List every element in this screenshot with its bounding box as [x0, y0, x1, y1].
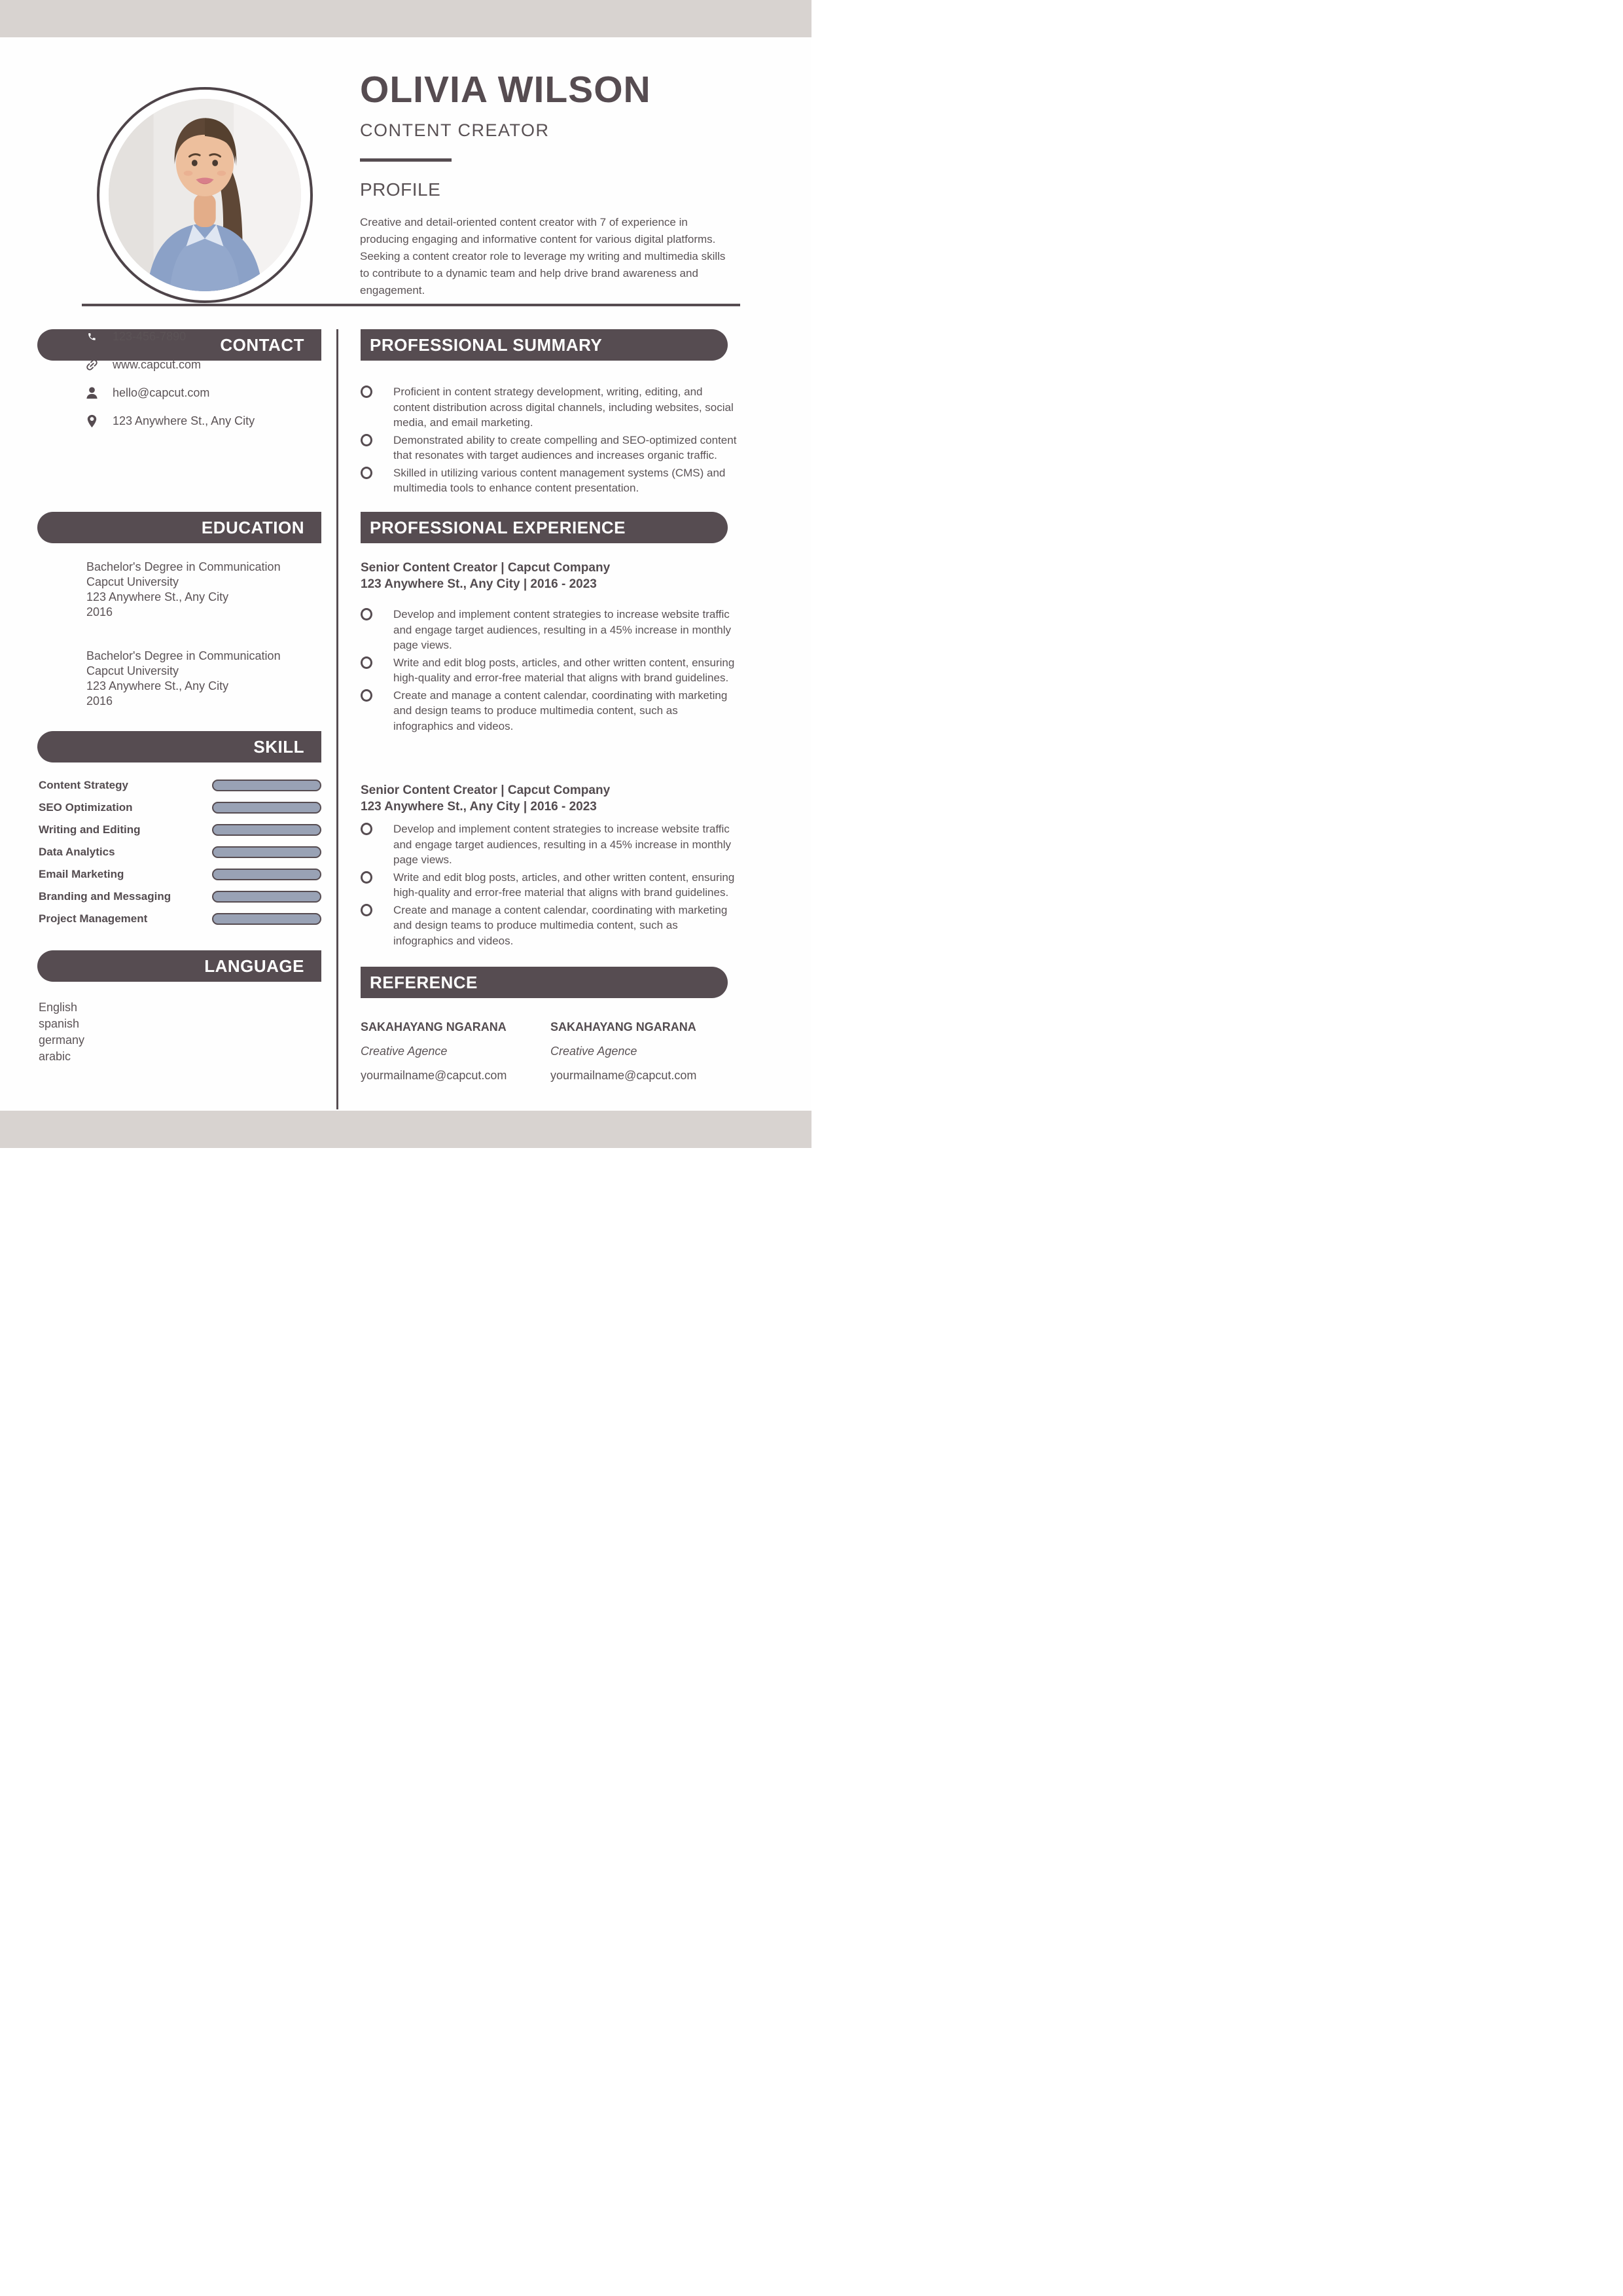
language-list	[37, 999, 84, 1065]
bottom-accent-band	[0, 1111, 812, 1148]
school: Capcut University	[86, 664, 179, 677]
skill-row	[37, 913, 321, 925]
bullet-circle-icon	[361, 871, 372, 884]
reference-list	[361, 1020, 740, 1083]
job-title: Senior Content Creator | Capcut Company	[361, 783, 611, 797]
reference-name: SAKAHAYANG NGARANA	[550, 1020, 696, 1033]
person-icon	[84, 386, 99, 401]
bullet-circle-icon	[361, 904, 372, 916]
skill-bar	[212, 891, 321, 903]
top-accent-band	[0, 0, 812, 37]
profile-summary-text: Creative and detail-oriented content creator with 7 of experience in producing engaging and informative content for various digital platforms. Seeking a content creator role to leverage my writing and multimedia skills to contribute to a dynamic team and help drive brand awareness and engagement.	[360, 215, 726, 296]
job-bullet: Create and manage a content calendar, coordinating with marketing and design teams to produce multimedia content, such as infographics and videos.	[361, 688, 740, 734]
street-address: 123 Anywhere St., Any City	[113, 414, 255, 427]
skill-bar	[212, 913, 321, 925]
profile-photo	[109, 99, 301, 291]
bullet-circle-icon	[361, 823, 372, 835]
job-title: Senior Content Creator | Capcut Company	[361, 561, 611, 575]
job-header	[361, 782, 610, 815]
skill-bar	[212, 824, 321, 836]
role-underline	[360, 158, 452, 162]
bullet-circle-icon	[361, 689, 372, 702]
summary-bullet: Proficient in content strategy development, writing, editing, and content distribution across digital channels, including websites, social media, and email marketing.	[361, 384, 740, 431]
phone-icon	[84, 329, 99, 344]
profile-heading: PROFILE	[360, 179, 441, 200]
reference-company: Creative Agence	[361, 1045, 448, 1058]
skill-row	[37, 869, 321, 880]
contact-row-phone	[37, 329, 321, 344]
right-column	[361, 329, 740, 1109]
job-location-dates: 123 Anywhere St., Any City | 2016 - 2023	[361, 577, 597, 591]
language-item: English	[39, 1001, 78, 1014]
language-item: arabic	[39, 1050, 71, 1063]
language-section-banner: LANGUAGE	[37, 950, 321, 982]
school-address: 123 Anywhere St., Any City	[86, 679, 229, 692]
profile-photo-illustration	[109, 99, 301, 291]
reference-card	[550, 1020, 740, 1083]
education-section-banner: EDUCATION	[37, 512, 321, 543]
contact-list	[37, 329, 321, 442]
job-bullet-list	[361, 821, 740, 950]
language-item: spanish	[39, 1017, 80, 1030]
summary-section-banner: PROFESSIONAL SUMMARY	[361, 329, 728, 361]
summary-bullet: Demonstrated ability to create compelling and SEO-optimized content that resonates with target audiences and increases organic traffic.	[361, 433, 740, 463]
job-bullet: Write and edit blog posts, articles, and other written content, ensuring high-quality and error-free material that aligns with brand guidelines.	[361, 870, 740, 901]
bullet-circle-icon	[361, 386, 372, 398]
contact-row-website	[37, 357, 321, 372]
resume-page	[0, 0, 812, 1148]
skill-bar	[212, 846, 321, 858]
skill-label: Email Marketing	[39, 868, 124, 880]
job-bullet-list	[361, 607, 740, 736]
degree: Bachelor's Degree in Communication	[86, 649, 281, 662]
header-block	[360, 71, 753, 299]
skill-label: Branding and Messaging	[39, 890, 171, 903]
contact-section-banner: CONTACT	[37, 329, 321, 361]
job-bullet: Write and edit blog posts, articles, and other written content, ensuring high-quality and error-free material that aligns with brand guidelines.	[361, 655, 740, 686]
email-address[interactable]: hello@capcut.com	[113, 386, 210, 399]
job-role: CONTENT CREATOR	[360, 120, 550, 140]
contact-row-address	[37, 414, 321, 429]
summary-bullet-list	[361, 384, 740, 498]
bullet-circle-icon	[361, 608, 372, 620]
skill-label: Content Strategy	[39, 779, 128, 791]
skill-list	[37, 780, 321, 935]
education-entry	[37, 560, 322, 620]
job-bullet: Develop and implement content strategies to increase website traffic and engage target audiences, resulting in a 45% increase in monthly page views.	[361, 607, 740, 653]
skill-row	[37, 846, 321, 858]
graduation-year: 2016	[86, 605, 113, 619]
reference-card	[361, 1020, 550, 1083]
contact-row-email	[37, 386, 321, 401]
column-divider	[336, 329, 338, 1109]
bullet-circle-icon	[361, 656, 372, 669]
bullet-circle-icon	[361, 434, 372, 446]
skill-label: Data Analytics	[39, 846, 115, 858]
skill-row	[37, 891, 321, 903]
language-item: germany	[39, 1033, 85, 1047]
school: Capcut University	[86, 575, 179, 588]
profile-photo-frame	[97, 87, 313, 303]
reference-name: SAKAHAYANG NGARANA	[361, 1020, 507, 1033]
reference-email[interactable]: yourmailname@capcut.com	[550, 1069, 697, 1082]
education-entry	[37, 649, 322, 709]
job-header	[361, 560, 610, 592]
graduation-year: 2016	[86, 694, 113, 708]
person-name: OLIVIA WILSON	[360, 69, 651, 111]
reference-section-banner: REFERENCE	[361, 967, 728, 998]
skill-row	[37, 780, 321, 791]
skill-label: SEO Optimization	[39, 801, 133, 814]
left-column	[37, 329, 321, 1109]
job-bullet: Develop and implement content strategies to increase website traffic and engage target audiences, resulting in a 45% increase in monthly page views.	[361, 821, 740, 868]
skill-label: Project Management	[39, 912, 148, 925]
degree: Bachelor's Degree in Communication	[86, 560, 281, 573]
link-icon	[84, 357, 99, 372]
experience-section-banner: PROFESSIONAL EXPERIENCE	[361, 512, 728, 543]
skill-row	[37, 824, 321, 836]
header-divider	[82, 304, 740, 306]
job-location-dates: 123 Anywhere St., Any City | 2016 - 2023	[361, 800, 597, 814]
skill-bar	[212, 802, 321, 814]
skill-bar	[212, 869, 321, 880]
skill-label: Writing and Editing	[39, 823, 141, 836]
bullet-circle-icon	[361, 467, 372, 479]
skill-bar	[212, 780, 321, 791]
location-icon	[84, 414, 99, 429]
skill-row	[37, 802, 321, 814]
job-bullet: Create and manage a content calendar, coordinating with marketing and design teams to produce multimedia content, such as infographics and videos.	[361, 903, 740, 949]
school-address: 123 Anywhere St., Any City	[86, 590, 229, 603]
website-link[interactable]: www.capcut.com	[113, 358, 202, 371]
phone-number: 123-456-7890	[113, 330, 187, 343]
reference-email[interactable]: yourmailname@capcut.com	[361, 1069, 507, 1082]
summary-bullet: Skilled in utilizing various content management systems (CMS) and multimedia tools to enhance content presentation.	[361, 465, 740, 496]
reference-company: Creative Agence	[550, 1045, 637, 1058]
skill-section-banner: SKILL	[37, 731, 321, 762]
